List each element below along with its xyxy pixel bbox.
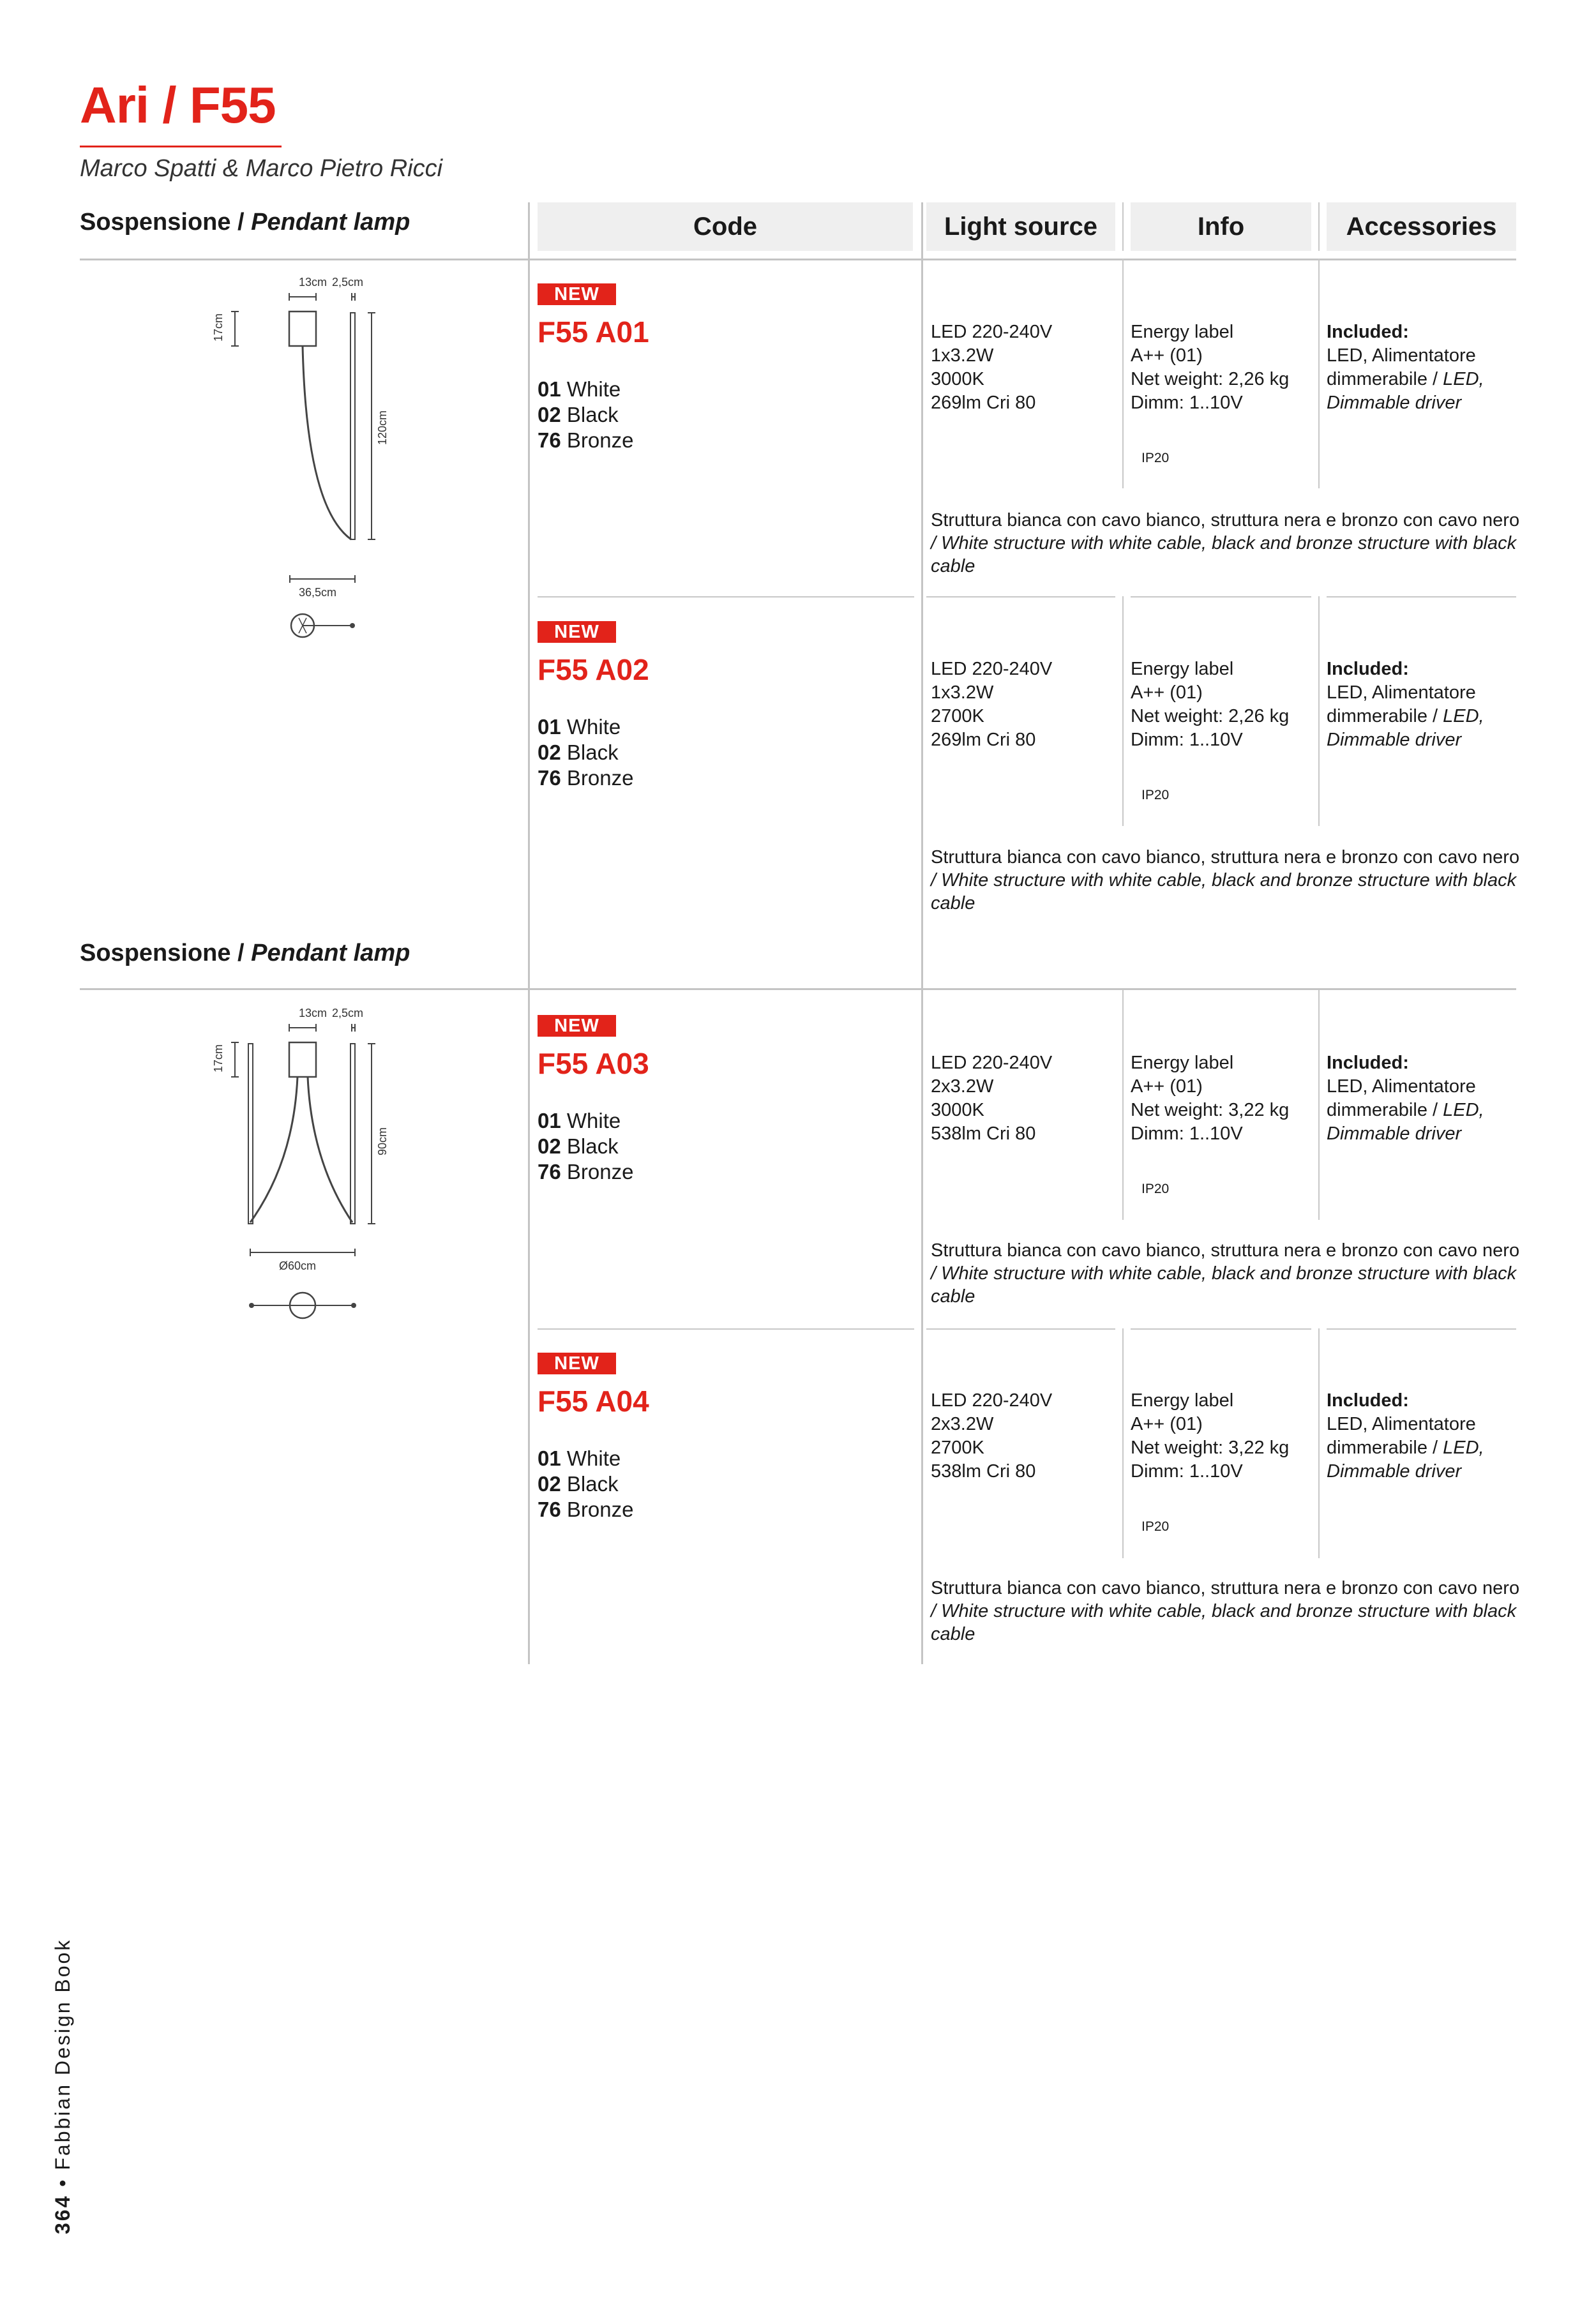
info-block: Energy label A++ (01) Net weight: 2,26 kg Dimm: 1..10V	[1131, 322, 1290, 413]
column-header-code: Code	[538, 202, 913, 251]
section-label-it: Sospensione /	[80, 209, 252, 236]
new-badge: NEW	[538, 1015, 616, 1037]
ip-rating: IP20	[1141, 1519, 1170, 1534]
section-label-en: Pendant lamp	[251, 209, 410, 236]
finish-item: 02 Black	[538, 1134, 619, 1158]
product-code: F55 A02	[538, 653, 649, 686]
new-badge: NEW	[538, 621, 616, 643]
column-divider	[1122, 596, 1124, 826]
finish-list	[538, 1446, 633, 1522]
section-divider	[80, 988, 1516, 990]
dim-label: 13cm	[299, 1007, 327, 1019]
designers: Marco Spatti & Marco Pietro Ricci	[80, 155, 443, 182]
dim-label: Ø60cm	[279, 1259, 317, 1272]
info-block: Energy label A++ (01) Net weight: 2,26 kg Dimm: 1..10V	[1131, 659, 1290, 750]
accessories-block: Included: LED, Alimentatore dimmerabile / LED, Dimmable driver	[1327, 1053, 1484, 1144]
section-label-en: Pendant lamp	[251, 940, 410, 966]
dim-label: 17cm	[212, 1044, 225, 1072]
row-divider	[1131, 1328, 1311, 1330]
dim-label: 90cm	[376, 1127, 389, 1155]
page-title: Ari / F55	[80, 77, 276, 133]
product-code: F55 A04	[538, 1385, 649, 1418]
product-note: Struttura bianca con cavo bianco, struttura nera e bronzo con cavo nero / White structure with white cable, black and bronze structure with black cable	[931, 847, 1520, 913]
footer-bullet: •	[51, 2170, 74, 2195]
row-divider	[926, 596, 1115, 597]
dim-label: 120cm	[376, 410, 389, 445]
row-divider	[926, 1328, 1115, 1330]
finish-list	[538, 377, 633, 453]
page-number: 364	[51, 2194, 74, 2234]
column-divider	[1122, 259, 1124, 488]
technical-drawing-double	[204, 1002, 396, 1328]
page-footer	[51, 1939, 75, 2234]
dim-label: 17cm	[212, 313, 225, 342]
light-source: LED 220-240V 1x3.2W 3000K 269lm Cri 80	[931, 322, 1053, 413]
finish-item: 76 Bronze	[538, 766, 634, 790]
column-divider	[1318, 259, 1320, 488]
dim-label: 2,5cm	[332, 1007, 364, 1019]
finish-item: 02 Black	[538, 740, 619, 764]
finish-item: 01 White	[538, 1446, 621, 1470]
row-divider	[538, 1328, 914, 1330]
finish-item: 01 White	[538, 377, 621, 401]
light-source: LED 220-240V 2x3.2W 2700K 538lm Cri 80	[931, 1390, 1053, 1482]
column-divider	[1122, 990, 1124, 1220]
column-header-info: Info	[1131, 202, 1311, 251]
ip-rating: IP20	[1141, 1182, 1170, 1196]
light-source: LED 220-240V 2x3.2W 3000K 538lm Cri 80	[931, 1053, 1053, 1144]
row-divider	[1131, 596, 1311, 597]
column-divider	[528, 202, 530, 1664]
section-divider	[80, 259, 1516, 260]
column-divider	[1318, 596, 1320, 826]
finish-item: 02 Black	[538, 403, 619, 426]
accessories-block: Included: LED, Alimentatore dimmerabile / LED, Dimmable driver	[1327, 322, 1484, 413]
info-block: Energy label A++ (01) Net weight: 3,22 kg Dimm: 1..10V	[1131, 1053, 1290, 1144]
title-underline	[80, 146, 282, 147]
new-badge: NEW	[538, 283, 616, 305]
row-divider	[1327, 596, 1516, 597]
product-note: Struttura bianca con cavo bianco, struttura nera e bronzo con cavo nero / White structure with white cable, black and bronze structure with black cable	[931, 1578, 1520, 1644]
column-divider	[921, 202, 923, 1664]
finish-item: 76 Bronze	[538, 428, 634, 452]
column-header-accessories: Accessories	[1327, 202, 1516, 251]
column-divider	[1318, 990, 1320, 1220]
finish-item: 01 White	[538, 1109, 621, 1132]
column-divider	[1318, 1328, 1320, 1558]
column-divider	[1318, 202, 1320, 251]
section-heading	[80, 940, 410, 967]
dim-label: 36,5cm	[299, 586, 337, 599]
column-divider	[1122, 202, 1124, 251]
product-note: Struttura bianca con cavo bianco, struttura nera e bronzo con cavo nero / White structure with white cable, black and bronze structure with black cable	[931, 510, 1520, 576]
book-title: Fabbian Design Book	[51, 1938, 74, 2170]
ip-rating: IP20	[1141, 451, 1170, 465]
new-badge: NEW	[538, 1353, 616, 1374]
light-source: LED 220-240V 1x3.2W 2700K 269lm Cri 80	[931, 659, 1053, 750]
product-code: F55 A01	[538, 315, 649, 349]
info-block: Energy label A++ (01) Net weight: 3,22 kg Dimm: 1..10V	[1131, 1390, 1290, 1482]
accessories-block: Included: LED, Alimentatore dimmerabile / LED, Dimmable driver	[1327, 659, 1484, 750]
product-code: F55 A03	[538, 1047, 649, 1080]
finish-item: 01 White	[538, 715, 621, 739]
product-note: Struttura bianca con cavo bianco, struttura nera e bronzo con cavo nero / White structure with white cable, black and bronze structure with black cable	[931, 1240, 1520, 1307]
column-divider	[1122, 1328, 1124, 1558]
finish-item: 02 Black	[538, 1472, 619, 1496]
section-label-it: Sospensione /	[80, 940, 252, 966]
row-divider	[538, 596, 914, 597]
accessories-block: Included: LED, Alimentatore dimmerabile / LED, Dimmable driver	[1327, 1390, 1484, 1482]
finish-item: 76 Bronze	[538, 1160, 634, 1183]
finish-list	[538, 1108, 633, 1185]
column-header-light-source: Light source	[926, 202, 1115, 251]
section-heading	[80, 209, 410, 236]
ip-rating: IP20	[1141, 788, 1170, 802]
finish-item: 76 Bronze	[538, 1498, 634, 1521]
dim-label: 13cm	[299, 276, 327, 289]
technical-drawing-single	[204, 271, 396, 648]
row-divider	[1327, 1328, 1516, 1330]
finish-list	[538, 714, 633, 791]
dim-label: 2,5cm	[332, 276, 364, 289]
